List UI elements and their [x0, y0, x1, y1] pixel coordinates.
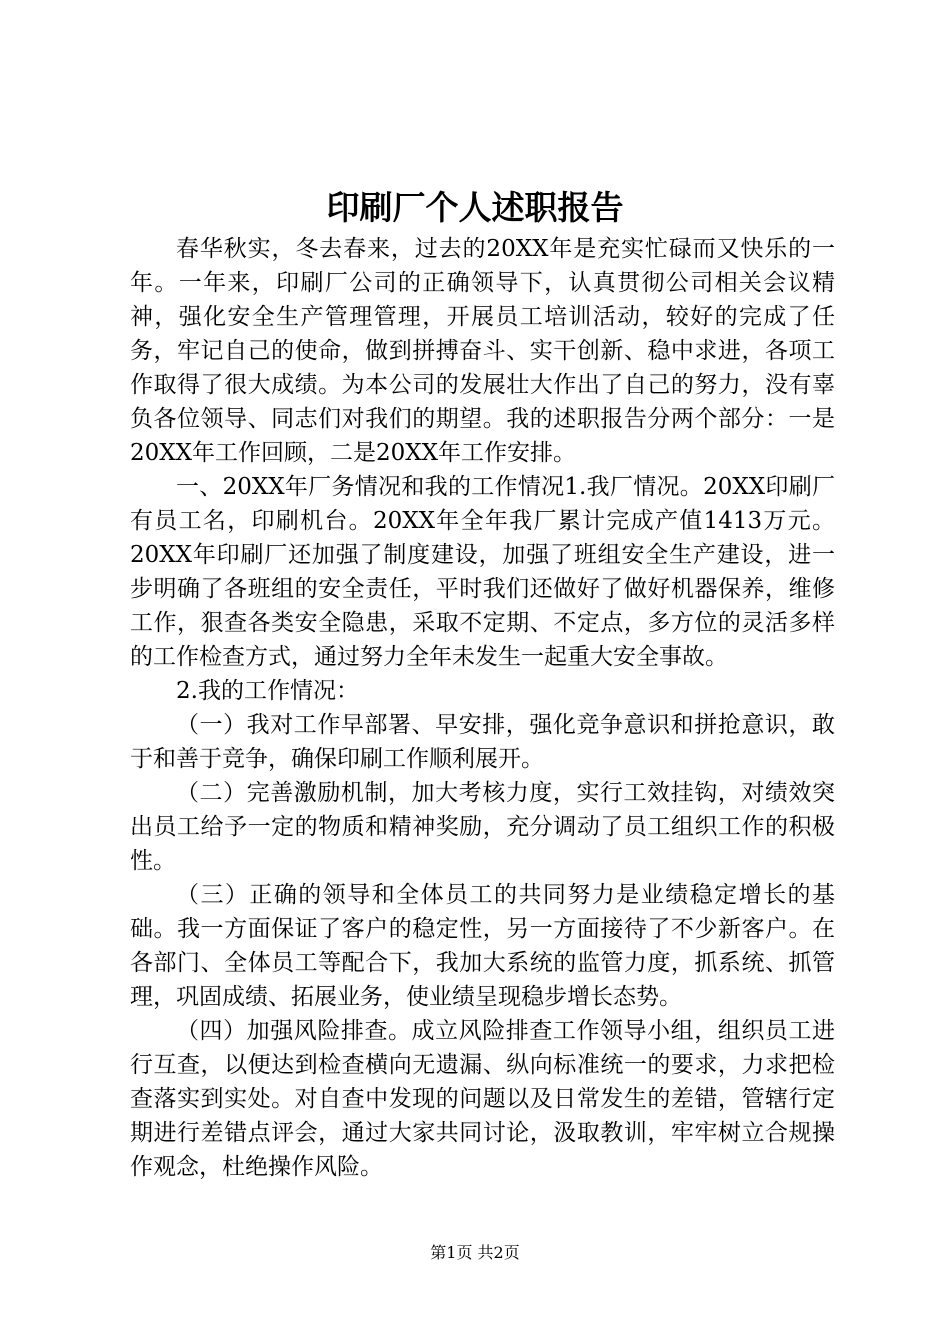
- paragraph-item-4: （四）加强风险排查。成立风险排查工作领导小组，组织员工进行互查，以便达到检查横向无遗漏、纵向标准统一的要求，力求把检查落实到实处。对自查中发现的问题以及日常发生的差错，管辖行定期进行差错点评会，通过大家共同讨论，汲取教训，牢牢树立合规操作观念，杜绝操作风险。: [130, 1018, 835, 1180]
- document-body: [130, 232, 835, 1184]
- paragraph-factory-situation: 一、20XX年厂务情况和我的工作情况1.我厂情况。20XX印刷厂有员工名，印刷机台。20XX年全年我厂累计完成产值1413万元。20XX年印刷厂还加强了制度建设，加强了班组安全生产建设，进一步明确了各班组的安全责任，平时我们还做好了做好机器保养，维修工作，狠查各类安全隐患，采取不定期、不定点，多方位的灵活多样的工作检查方式，通过努力全年未发生一起重大安全事故。: [130, 474, 835, 670]
- paragraph-item-2: （二）完善激励机制，加大考核力度，实行工效挂钩，对绩效突出员工给予一定的物质和精神奖励，充分调动了员工组织工作的积极性。: [130, 780, 835, 874]
- page-number-footer: 第1页 共2页: [430, 1243, 520, 1262]
- paragraph-item-3: （三）正确的领导和全体员工的共同努力是业绩稳定增长的基础。我一方面保证了客户的稳定性，另一方面接待了不少新客户。在各部门、全体员工等配合下，我加大系统的监管力度，抓系统、抓管理，巩固成绩、拓展业务，使业绩呈现稳步增长态势。: [130, 882, 835, 1010]
- paragraph-my-work-heading: 2.我的工作情况：: [176, 678, 359, 704]
- document-title: 印刷厂个人述职报告: [326, 188, 624, 227]
- paragraph-item-1: （一）我对工作早部署、早安排，强化竞争意识和拼抢意识，敢于和善于竞争，确保印刷工作顺利展开。: [130, 712, 835, 772]
- paragraph-intro: 春华秋实，冬去春来，过去的20XX年是充实忙碌而又快乐的一年。一年来，印刷厂公司的正确领导下，认真贯彻公司相关会议精神，强化安全生产管理管理，开展员工培训活动，较好的完成了任务，牢记自己的使命，做到拼搏奋斗、实干创新、稳中求进，各项工作取得了很大成绩。为本公司的发展壮大作出了自己的努力，没有辜负各位领导、同志们对我们的期望。我的述职报告分两个部分：一是20XX年工作回顾，二是20XX年工作安排。: [130, 236, 835, 466]
